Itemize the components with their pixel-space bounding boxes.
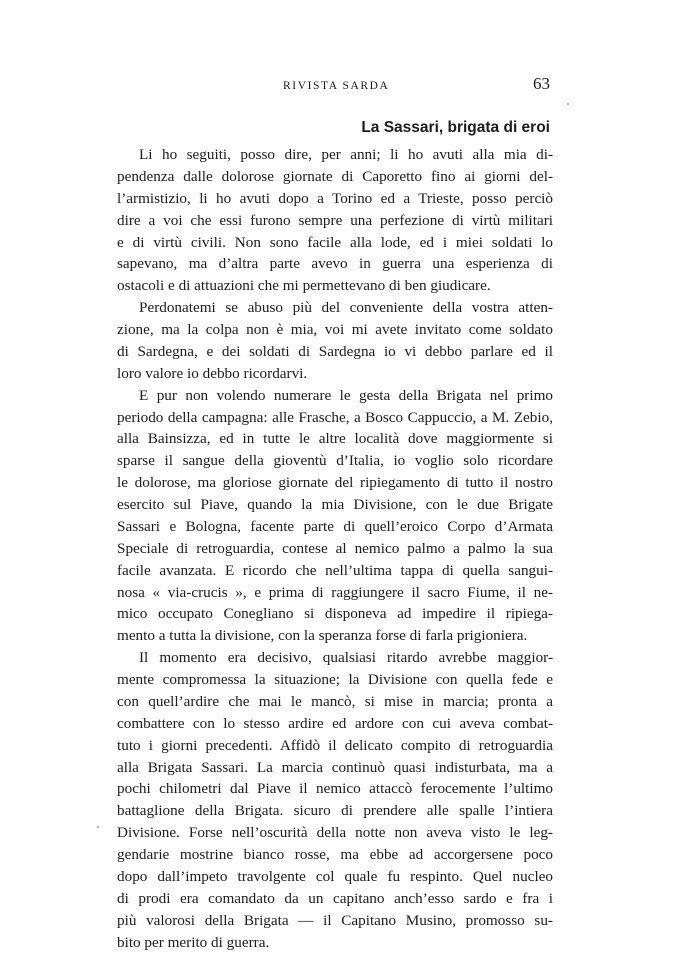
text-line: bito per merito di guerra. [117, 932, 553, 953]
text-line: esercito sul Piave, quando la mia Divisione, con le due Brigate [117, 494, 553, 516]
text-line: dopo dall’impeto travolgente col quale fu respinto. Quel nucleo [117, 866, 553, 888]
scan-speck [567, 103, 569, 105]
text-line: combattere con lo stesso ardire ed ardore con cui aveva combat- [117, 713, 553, 735]
text-line: E pur non volendo numerare le gesta della Brigata nel primo [117, 385, 553, 407]
text-line: di prodi era comandato da un capitano anch’esso sardo e fra i [117, 888, 553, 910]
text-line: alla Bainsizza, ed in tutte le altre località dove maggiormente si [117, 428, 553, 450]
text-line: facile avanzata. E ricordo che nell’ultima tappa di quella sangui- [117, 560, 553, 582]
running-head [0, 76, 693, 96]
text-line: di Sardegna, e dei soldati di Sardegna io vi debbo parlare ed il [117, 341, 553, 363]
text-line: più valorosi della Brigata — il Capitano Musino, promosso su- [117, 910, 553, 932]
text-line: sapevano, ma d’altra parte avevo in guerra una esperienza di [117, 253, 553, 275]
text-line: e di virtù civili. Non sono facile alla lode, ed i miei soldati lo [117, 232, 553, 254]
text-line: pendenza dalle dolorose giornate di Caporetto fino ai giorni del- [117, 166, 553, 188]
text-line: mento a tutta la divisione, con la speranza forse di farla prigioniera. [117, 625, 553, 647]
text-line: loro valore io debbo ricordarvi. [117, 363, 553, 385]
text-line: periodo della campagna: alle Frasche, a Bosco Cappuccio, a M. Zebio, [117, 407, 553, 429]
text-line: alla Brigata Sassari. La marcia continuò quasi indisturbata, ma a [117, 757, 553, 779]
text-line: battaglione della Brigata. sicuro di prendere alle spalle l’intiera [117, 800, 553, 822]
page-number: 63 [533, 73, 550, 95]
text-line: Li ho seguiti, posso dire, per anni; li ho avuti alla mia di- [117, 144, 553, 166]
text-line: sparse il sangue della gioventù d’Italia, io voglio solo ricordare [117, 450, 553, 472]
text-line: gendarie mostrine bianco rosse, ma ebbe ad accorgersene poco [117, 844, 553, 866]
article-title: La Sassari, brigata di eroi [140, 117, 550, 139]
text-line: con quell’ardire che mai le mancò, si mise in marcia; pronta a [117, 691, 553, 713]
text-line: Speciale di retroguardia, contese al nemico palmo a palmo la sua [117, 538, 553, 560]
text-line: Divisione. Forse nell’oscurità della notte non aveva visto le leg- [117, 822, 553, 844]
text-line: ostacoli e di attuazioni che mi permettevano di ben giudicare. [117, 275, 553, 297]
article-body [117, 144, 553, 953]
text-line: pochi chilometri dal Piave il nemico attaccò ferocemente l’ultimo [117, 778, 553, 800]
text-line: tuto i giorni precedenti. Affidò il delicato compito di retroguardia [117, 735, 553, 757]
text-line: le dolorose, ma gloriose giornate del ripiegamento di tutto il nostro [117, 472, 553, 494]
text-line: Il momento era decisivo, qualsiasi ritardo avrebbe maggior- [117, 647, 553, 669]
scan-speck [97, 826, 99, 828]
text-line: l’armistizio, li ho avuti dopo a Torino ed a Trieste, posso perciò [117, 188, 553, 210]
text-line: Sassari e Bologna, facente parte di quell’eroico Corpo d’Armata [117, 516, 553, 538]
text-line: dire a voi che essi furono sempre una perfezione di virtù militari [117, 210, 553, 232]
text-line: mente compromessa la situazione; la Divisione con quella fede e [117, 669, 553, 691]
text-line: Perdonatemi se abuso più del conveniente della vostra atten- [117, 297, 553, 319]
text-line: nosa « via-crucis », e prima di raggiungere il sacro Fiume, il ne- [117, 582, 553, 604]
text-line: mico occupato Conegliano si disponeva ad impedire il ripiega- [117, 603, 553, 625]
text-line: zione, ma la colpa non è mia, voi mi avete invitato come soldato [117, 319, 553, 341]
running-title: RIVISTA SARDA [283, 76, 389, 96]
